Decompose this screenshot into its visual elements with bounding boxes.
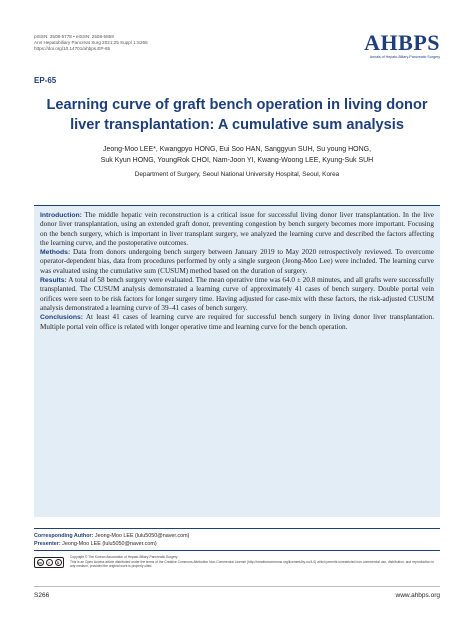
footer-divider bbox=[34, 586, 440, 587]
journal-website-link[interactable]: www.ahbps.org bbox=[395, 592, 440, 599]
divider bbox=[34, 528, 440, 529]
corresponding-author bbox=[34, 532, 440, 540]
methods-paragraph bbox=[40, 248, 434, 276]
issn-line: pISSN: 2508-5778 • eISSN: 2508-5859 bbox=[34, 34, 114, 39]
author-line-1: Jeong-Moo LEE*, Kwangpyo HONG, Eui Soo HAN, Sanggyun SUH, Su young HONG, bbox=[102, 146, 372, 153]
logo-subtitle: Annals of Hepato-Biliary-Pancreatic Surgery bbox=[369, 55, 440, 59]
introduction-paragraph bbox=[40, 211, 434, 248]
results-label: Results: bbox=[40, 277, 67, 285]
presenter-label: Presenter: bbox=[34, 541, 61, 547]
citation-line: Ann Hepatobiliary Pancreat Surg 2021;25 Suppl 1:S266 bbox=[34, 40, 148, 45]
corresponding-author-text[interactable]: Jeong-Moo LEE (lulu5050@naver.com) bbox=[93, 533, 190, 539]
divider bbox=[34, 550, 440, 551]
presenter-text[interactable]: Jeong-Moo LEE (lulu5050@naver.com) bbox=[60, 541, 157, 547]
logo-text: AHBPS bbox=[364, 30, 440, 55]
conclusions-paragraph bbox=[40, 313, 434, 332]
license-text bbox=[70, 555, 440, 569]
introduction-label: Introduction: bbox=[40, 212, 82, 219]
correspondence-block bbox=[34, 532, 440, 548]
journal-info bbox=[34, 34, 148, 52]
license-block bbox=[34, 555, 440, 573]
conclusions-text: At least 41 cases of learning curve are required for successful bench surgery in living donor liver transplantation. Multiple portal vein office is related with longer operative time and learning curve for the bench operation. bbox=[40, 313, 434, 331]
page-number: S266 bbox=[34, 592, 50, 599]
conclusions-label: Conclusions: bbox=[40, 314, 84, 322]
abstract-box bbox=[34, 205, 440, 517]
results-text: A total of 58 bench surgery were evaluated. The mean operative time was 64.0 ± 20.8 minutes, and all grafts were successfully transplanted. The CUSUM analysis demonstrated a learning curve of approximately 41 cases of bench surgery. Double portal vein orifices were seen to be risk factors for longer surgery time. Having adjusted for case-mix with these factors, the risk-adjusted CUSUM analysis demonstrated a learning curve of 39–41 cases of bench surgery. bbox=[40, 276, 434, 312]
article-title: Learning curve of graft bench operation in living donor liver transplantation: A cumulative sum analysis bbox=[46, 97, 428, 133]
methods-text: Data from donors undergoing bench surgery between January 2019 to May 2020 retrospectively reviewed. To overcome operator-dependent bias, data from procedures performed by only a single surgeon (Jeong-Moo Lee) were included. The learning curve was evaluated using the cumulative sum (CUSUM) method based on the duration of surgery. bbox=[40, 248, 434, 275]
introduction-text: The middle hepatic vein reconstruction is a critical issue for successful living donor liver transplantation. In the live donor liver transplantation, using an extended graft donor, preventing congestion by bench surgery becomes more important. Focusing on the bench surgery, which is important in liver transplant surgery, we analyzed the learning curve and described the factors affecting the learning curve, and the postoperative outcomes. bbox=[40, 211, 434, 247]
author-line-2: Suk Kyun HONG, YoungRok CHOI, Nam-Joon YI, Kwang-Woong LEE, Kyung-Suk SUH bbox=[100, 157, 374, 164]
license-terms: This is an Open Access article distributed under the terms of the Creative Commons Attribution Non-Commercial License (http://creativecommons.org/licenses/by-nc/4.0) which permits unrestricted non-commercial use, distribution, and reproduction in any medium, provided the original work is properly cited. bbox=[70, 559, 434, 569]
author-list bbox=[30, 144, 444, 166]
corresponding-author-label: Corresponding Author: bbox=[34, 533, 94, 539]
cc-by-nc-icon[interactable]: cc i $ bbox=[34, 557, 64, 568]
journal-logo bbox=[364, 32, 440, 59]
methods-label: Methods: bbox=[40, 249, 71, 257]
affiliation: Department of Surgery, Seoul National University Hospital, Seoul, Korea bbox=[134, 171, 340, 178]
results-paragraph bbox=[40, 276, 434, 313]
page-header bbox=[34, 30, 440, 74]
abstract-id-badge: EP-65 bbox=[34, 76, 57, 85]
doi-link[interactable]: https://doi.org/10.14701/ahbps.EP-65 bbox=[34, 46, 111, 51]
copyright-line: Copyright © The Korean Association of Hepato-Biliary-Pancreatic Surgery bbox=[70, 555, 178, 559]
presenter bbox=[34, 540, 440, 548]
